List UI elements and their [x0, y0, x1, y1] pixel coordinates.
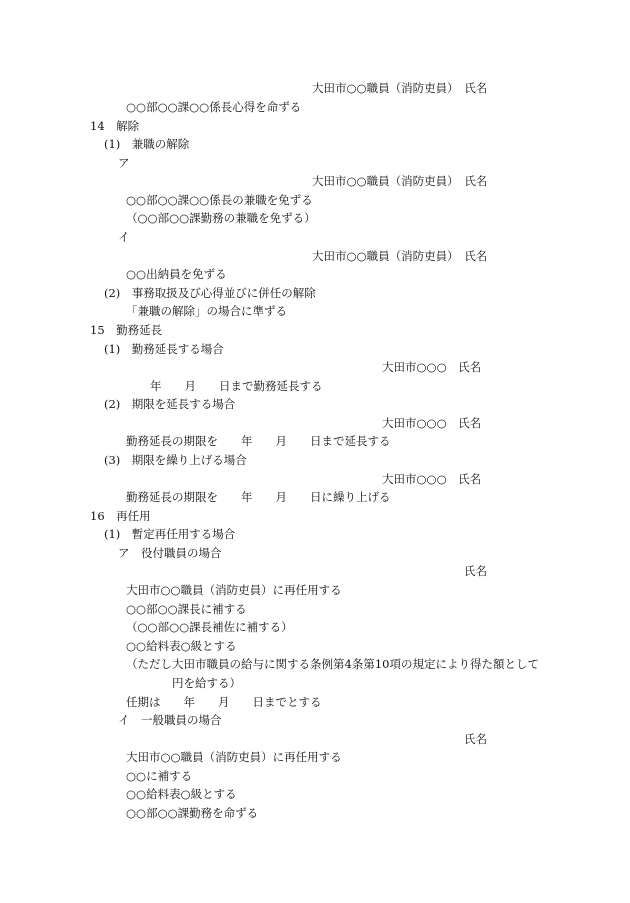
- subsection-heading: (2) 期限を延長する場合: [104, 397, 236, 411]
- name-line: 大田市○○職員（消防吏員） 氏名: [312, 81, 488, 95]
- order-line: ○○部○○課○○係長心得を命ずる: [126, 100, 302, 114]
- name-line: 大田市○○○ 氏名: [382, 360, 482, 374]
- section-heading: 14 解除: [90, 119, 140, 133]
- order-line: 勤務延長の期限を 年 月 日まで延長する: [126, 434, 391, 448]
- order-line: （○○部○○課長補佐に補する）: [126, 620, 293, 634]
- order-line: 大田市○○職員（消防吏員）に再任用する: [126, 750, 342, 764]
- subsection-heading: (2) 事務取扱及び心得並びに併任の解除: [104, 286, 316, 300]
- order-line: （ただし大田市職員の給与に関する条例第4条第10項の規定により得た額として: [126, 657, 539, 671]
- item-marker: イ: [118, 230, 130, 244]
- name-line: 大田市○○○ 氏名: [382, 416, 482, 430]
- section-heading: 16 再任用: [90, 509, 151, 523]
- item-marker: ア: [118, 156, 130, 170]
- subsection-heading: (1) 暫定再任用する場合: [104, 527, 236, 541]
- section-heading: 15 勤務延長: [90, 323, 163, 337]
- name-line: 大田市○○職員（消防吏員） 氏名: [312, 249, 488, 263]
- item-heading: イ 一般職員の場合: [118, 713, 222, 727]
- subsection-heading: (1) 兼職の解除: [104, 137, 190, 151]
- order-line: 任期は 年 月 日までとする: [126, 695, 322, 709]
- order-line: 「兼職の解除」の場合に準ずる: [126, 304, 287, 318]
- order-line: 円を給する）: [172, 676, 241, 690]
- name-line: 氏名: [464, 564, 487, 578]
- name-line: 大田市○○○ 氏名: [382, 472, 482, 486]
- order-line: 年 月 日まで勤務延長する: [150, 379, 323, 393]
- order-line: 大田市○○職員（消防吏員）に再任用する: [126, 583, 342, 597]
- order-line: ○○に補する: [126, 769, 193, 783]
- order-line: ○○給料表○級とする: [126, 639, 237, 653]
- name-line: 大田市○○職員（消防吏員） 氏名: [312, 174, 488, 188]
- order-line: ○○部○○課長に補する: [126, 602, 247, 616]
- subsection-heading: (3) 期限を繰り上げる場合: [104, 453, 247, 467]
- subsection-heading: (1) 勤務延長する場合: [104, 342, 224, 356]
- order-line: （○○部○○課勤務の兼職を免ずる）: [126, 211, 316, 225]
- order-line: ○○部○○課○○係長の兼職を免ずる: [126, 193, 313, 207]
- item-heading: ア 役付職員の場合: [118, 546, 222, 560]
- order-line: 勤務延長の期限を 年 月 日に繰り上げる: [126, 490, 391, 504]
- order-line: ○○出納員を免ずる: [126, 267, 227, 281]
- order-line: ○○給料表○級とする: [126, 787, 237, 801]
- name-line: 氏名: [464, 732, 487, 746]
- order-line: ○○部○○課勤務を命ずる: [126, 806, 259, 820]
